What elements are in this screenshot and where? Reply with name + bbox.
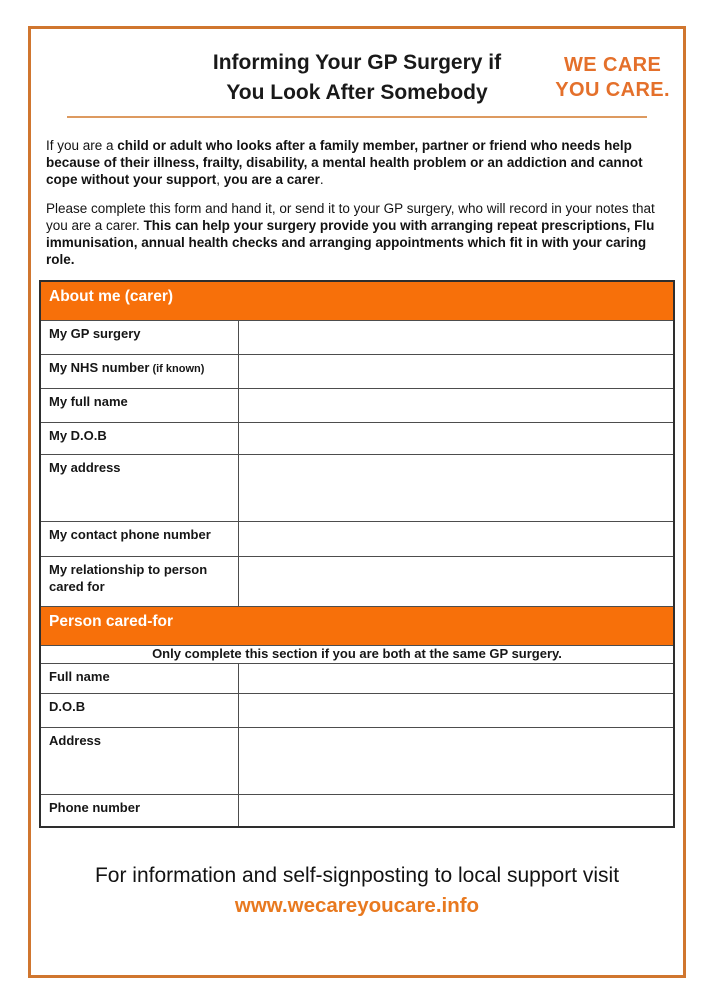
intro-paragraph-2 — [46, 200, 665, 268]
carer-form-table — [39, 280, 675, 828]
we-care-you-care-logo — [555, 53, 670, 103]
field-address[interactable] — [239, 455, 673, 521]
table-row — [41, 454, 673, 521]
intro-p2-seg1: This can help your surgery provide you with arranging repeat prescriptions, Flu immunisation, annual health checks and arranging appointments which fit in with your caring role. — [46, 218, 655, 267]
row-label-contact-phone — [41, 522, 239, 556]
table-row — [41, 354, 673, 388]
section-header-person-cared-for: Person cared-for — [41, 606, 673, 645]
footer-url-link[interactable]: www.wecareyoucare.info — [234, 894, 480, 917]
row-label-text: Phone number — [49, 800, 141, 815]
field-pcf-phone[interactable] — [239, 795, 673, 826]
table-row — [41, 693, 673, 727]
intro-p1-seg3: you are a carer — [223, 172, 320, 187]
row-label-gp-surgery — [41, 321, 239, 354]
intro-p2-seg0: Please complete this form and hand it, or send it to your GP surgery, who will record in your notes that you are a carer. — [46, 201, 655, 233]
row-label-nhs-number — [41, 355, 239, 388]
row-label-text: My relationship to person cared for — [49, 562, 208, 594]
section-header-about-me: About me (carer) — [41, 282, 673, 320]
field-nhs-number[interactable] — [239, 355, 673, 388]
intro-p1-seg4: . — [319, 172, 324, 187]
intro-p1-seg1: child or adult who looks after a family member, partner or friend who needs help because of their illness, frailty, disability, a mental health problem or an addiction and cannot cope without your support — [46, 138, 643, 187]
field-pcf-address[interactable] — [239, 728, 673, 794]
table-row — [41, 422, 673, 454]
row-label-text: My contact phone number — [49, 527, 211, 542]
logo-line1: WE CARE — [564, 54, 662, 76]
intro-p1-seg2: , — [216, 172, 224, 187]
row-label-text: My address — [49, 460, 121, 475]
row-label-dob — [41, 423, 239, 454]
row-label-relationship — [41, 557, 239, 606]
table-row — [41, 521, 673, 556]
table-row — [41, 556, 673, 606]
intro-p1-seg0: If you are a — [46, 138, 118, 153]
field-full-name[interactable] — [239, 389, 673, 422]
table-row — [41, 388, 673, 422]
row-label-text: Full name — [49, 669, 110, 684]
table-row — [41, 663, 673, 693]
row-label-text: D.O.B — [49, 699, 86, 714]
page-title-line2: You Look After Somebody — [226, 81, 488, 104]
row-label-text: Address — [49, 733, 102, 748]
row-label-full-name — [41, 389, 239, 422]
row-label-pcf-full-name — [41, 664, 239, 693]
row-label-text: My D.O.B — [49, 428, 107, 443]
intro-paragraph-1 — [46, 137, 665, 188]
page-header — [31, 29, 683, 108]
row-label-pcf-address — [41, 728, 239, 794]
field-gp-surgery[interactable] — [239, 321, 673, 354]
field-pcf-dob[interactable] — [239, 694, 673, 727]
row-label-text: My NHS number — [49, 360, 150, 375]
row-label-pcf-dob — [41, 694, 239, 727]
table-row — [41, 794, 673, 826]
table-row — [41, 727, 673, 794]
page-title-line1: Informing Your GP Surgery if — [212, 51, 502, 74]
field-contact-phone[interactable] — [239, 522, 673, 556]
field-dob[interactable] — [239, 423, 673, 454]
field-pcf-full-name[interactable] — [239, 664, 673, 693]
row-label-text: My full name — [49, 394, 128, 409]
header-divider-rule — [67, 116, 647, 118]
row-label-pcf-phone — [41, 795, 239, 826]
form-page — [28, 26, 686, 978]
row-label-text: My GP surgery — [49, 326, 141, 341]
footer-text: For information and self-signposting to local support visit — [94, 864, 620, 887]
page-footer — [31, 863, 683, 918]
field-relationship[interactable] — [239, 557, 673, 606]
row-label-suffix: (if known) — [149, 363, 205, 375]
row-label-address — [41, 455, 239, 521]
logo-line2: YOU CARE. — [555, 79, 670, 101]
section-note: Only complete this section if you are both at the same GP surgery. — [41, 645, 673, 663]
table-row — [41, 320, 673, 354]
